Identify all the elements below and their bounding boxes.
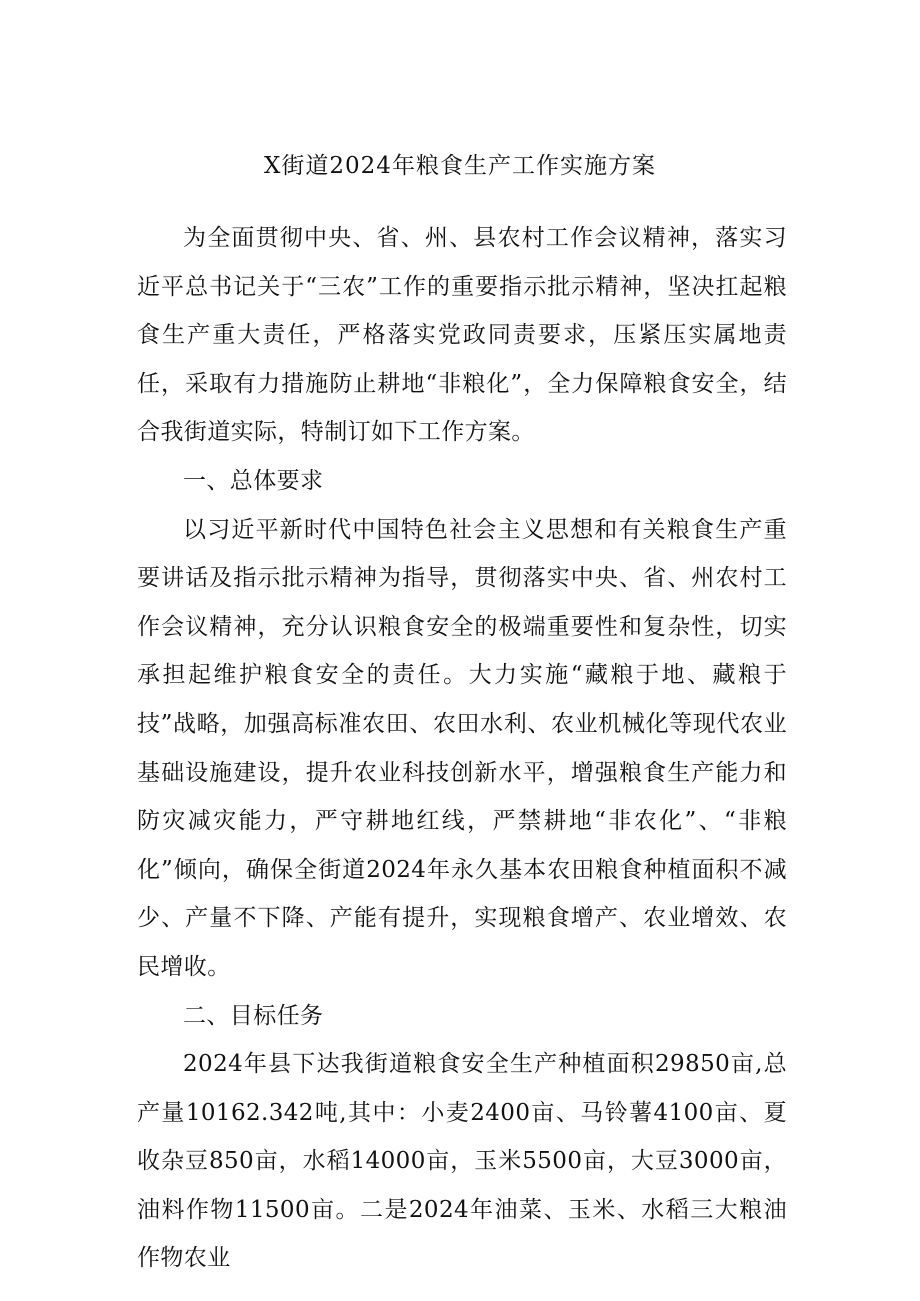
target-tasks-paragraph: 2024年县下达我街道粮食安全生产种植面积29850亩,总产量10162.342吨,其中：小麦2400亩、马铃薯4100亩、夏收杂豆850亩，水稻14000亩，玉米5500亩，大豆3000亩，油料作物11500亩。二是2024年油菜、玉米、水稻三大粮油作物农业 [137, 1051, 787, 1272]
document-body [137, 214, 787, 1283]
section-heading-target-tasks: 二、目标任务 [183, 1002, 324, 1029]
general-requirements-paragraph: 以习近平新时代中国特色社会主义思想和有关粮食生产重要讲话及指示批示精神为指导，贯彻落实中央、省、州农村工作会议精神，充分认识粮食安全的极端重要性和复杂性，切实承担起维护粮食安全的责任。大力实施“藏粮于地、藏粮于技”战略，加强高标准农田、农田水利、农业机械化等现代农业基础设施建设，提升农业科技创新水平，增强粮食生产能力和防灾减灾能力，严守耕地红线，严禁耕地“非农化”、“非粮化”倾向，确保全街道2024年永久基本农田粮食种植面积不减少、产量不下降、产能有提升，实现粮食增产、农业增效、农民增收。 [137, 516, 787, 980]
intro-paragraph: 为全面贯彻中央、省、州、县农村工作会议精神，落实习近平总书记关于“三农”工作的重要指示批示精神，坚决扛起粮食生产重大责任，严格落实党政同责要求，压紧压实属地责任，采取有力措施防止耕地“非粮化”，全力保障粮食安全，结合我街道实际，特制订如下工作方案。 [137, 225, 787, 446]
section-heading-general-requirements: 一、总体要求 [183, 467, 324, 494]
document-title: X街道2024年粮食生产工作实施方案 [264, 153, 656, 179]
